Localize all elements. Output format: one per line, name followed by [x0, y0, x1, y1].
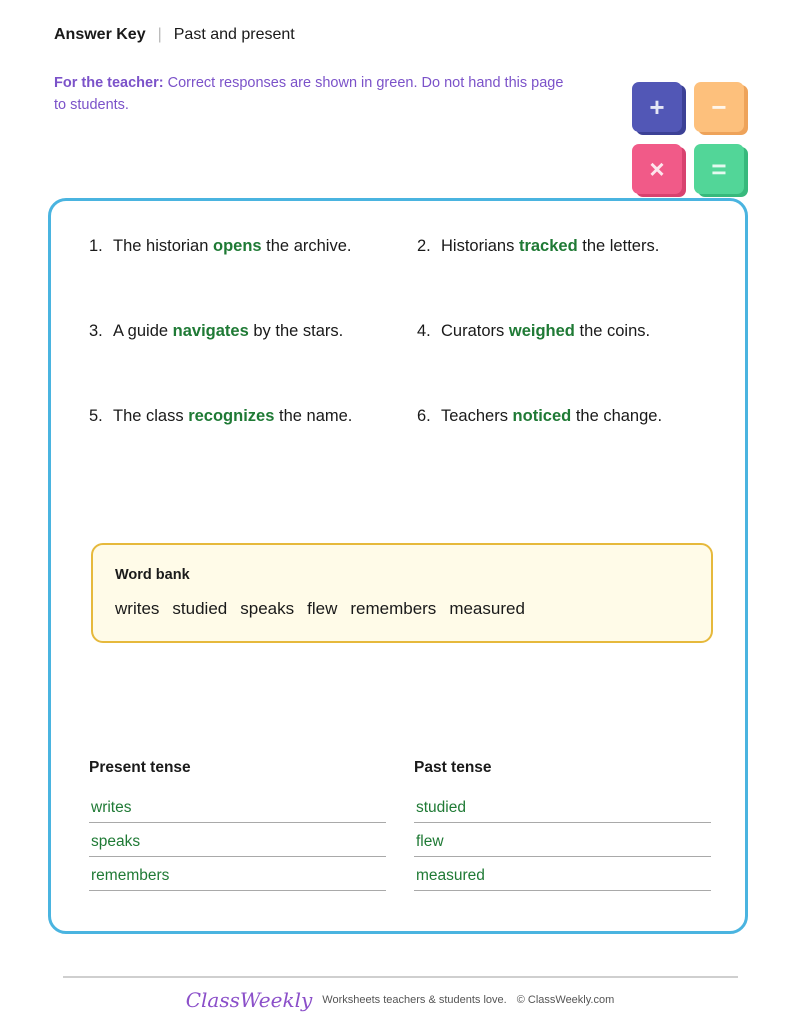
- sentence-number: 4.: [417, 322, 431, 340]
- sentence-number: 2.: [417, 237, 431, 255]
- correct-answer: weighed: [508, 322, 575, 340]
- page-footer: [0, 988, 800, 1012]
- sentence-number: 1.: [89, 237, 103, 255]
- sentence-text: Teachers noticed the change.: [441, 407, 663, 425]
- past-tense-column: [414, 759, 711, 891]
- word-bank-word: studied: [172, 599, 228, 618]
- sentence-text: Curators weighed the coins.: [441, 322, 651, 340]
- sentence-text: A guide navigates by the stars.: [113, 322, 344, 340]
- correct-answer: tracked: [518, 237, 578, 255]
- word-bank-word: remembers: [350, 599, 437, 618]
- minus-icon: −: [694, 82, 744, 132]
- footer-divider: [63, 976, 738, 978]
- teacher-note: [54, 72, 574, 116]
- footer-copyright: © ClassWeekly.com: [516, 994, 615, 1006]
- answer-line: writes: [89, 789, 386, 823]
- word-bank-word: measured: [449, 599, 525, 618]
- answer-line: measured: [414, 857, 711, 891]
- sentence-number: 6.: [417, 407, 431, 425]
- present-tense-column: [89, 759, 386, 891]
- sentence-item: [417, 407, 662, 426]
- times-icon: ×: [632, 144, 682, 194]
- answer-line: studied: [414, 789, 711, 823]
- answer-line: remembers: [89, 857, 386, 891]
- teacher-note-text: Correct responses are shown in green. Do not hand this page to students.: [54, 75, 564, 113]
- answer-line: flew: [414, 823, 711, 857]
- sentence-text: The class recognizes the name.: [113, 407, 353, 425]
- column-heading: Past tense: [414, 759, 492, 776]
- sentence-item: [417, 237, 659, 256]
- brand-logo: ClassWeekly: [185, 988, 313, 1012]
- correct-answer: navigates: [172, 322, 249, 340]
- sentence-item: [89, 322, 343, 341]
- sentence-item: [89, 407, 352, 426]
- math-tiles-decoration: [632, 82, 746, 194]
- correct-answer: opens: [212, 237, 262, 255]
- correct-answer: noticed: [512, 407, 572, 425]
- answer-line: speaks: [89, 823, 386, 857]
- word-bank-words: [115, 599, 538, 619]
- word-bank-title: Word bank: [115, 567, 190, 583]
- answer-key-label: Answer Key: [54, 26, 146, 43]
- sentence-item: [89, 237, 351, 256]
- word-bank-word: writes: [115, 599, 160, 618]
- sentence-text: The historian opens the archive.: [113, 237, 352, 255]
- sentence-number: 3.: [89, 322, 103, 340]
- header-separator: |: [157, 26, 162, 43]
- equals-icon: =: [694, 144, 744, 194]
- worksheet-panel: [48, 198, 748, 934]
- worksheet-title: Past and present: [173, 26, 295, 43]
- correct-answer: recognizes: [188, 407, 275, 425]
- footer-tagline: Worksheets teachers & students love.: [322, 994, 507, 1006]
- sentence-number: 5.: [89, 407, 103, 425]
- sentence-text: Historians tracked the letters.: [441, 237, 660, 255]
- word-bank-word: speaks: [240, 599, 295, 618]
- column-heading: Present tense: [89, 759, 191, 776]
- teacher-note-lead: For the teacher:: [54, 75, 164, 91]
- plus-icon: +: [632, 82, 682, 132]
- word-bank: [91, 543, 713, 643]
- sentence-item: [417, 322, 650, 341]
- word-bank-word: flew: [307, 599, 338, 618]
- page-header: [54, 26, 295, 44]
